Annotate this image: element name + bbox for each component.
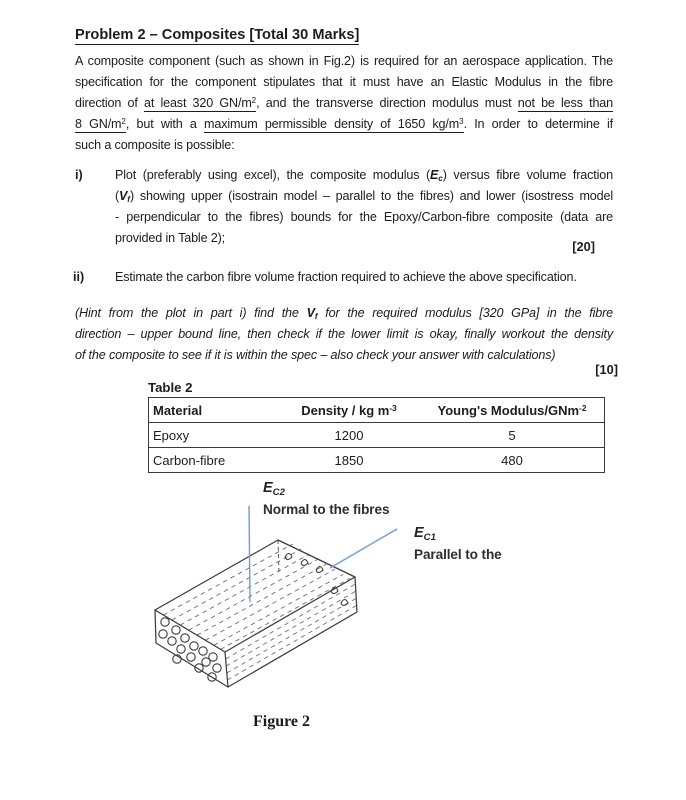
- fibre-end-loops: [285, 554, 348, 606]
- table-cell: Epoxy: [153, 427, 190, 443]
- text-line: (Vf) showing upper (isostrain model – parallel to the fibres) and lower (isostress model: [115, 189, 613, 204]
- text-line: 8 $GN/m^2$, but with a maximum permissible density of 1650 $kg/m^3$. In order to determine if: [75, 117, 613, 131]
- ec1-axis-caption: Parallel to the: [414, 547, 502, 562]
- text-line: (Hint from the plot in part i) find the Vf for the required modulus [320 GPa] in the fibre: [75, 306, 613, 321]
- text-line: specification for the component stipulates that it must have an Elastic Modulus in the fibre: [75, 75, 613, 89]
- box-edges: [155, 540, 357, 687]
- axis-arrow-ec2: [249, 506, 250, 602]
- table-cell: 1850: [334, 452, 364, 468]
- table-header-density: Density / kg $m^{-3}$: [301, 402, 397, 418]
- table-label: Table 2: [148, 380, 193, 395]
- list-item-ii-label: ii): [73, 270, 85, 284]
- fibre-circles: [159, 618, 221, 681]
- list-item-ii-text: [115, 267, 613, 288]
- table-cell: 1200: [334, 427, 364, 443]
- ec2-axis-label: EC2: [263, 480, 285, 498]
- text-line: Plot (preferably using excel), the composite modulus (Ec) versus fibre volume fraction: [115, 168, 613, 183]
- table-row: [149, 447, 604, 472]
- problem-title: Problem 2 – Composites [Total 30 Marks]: [75, 27, 360, 43]
- table-cell: 5: [508, 427, 516, 443]
- table-cell: Carbon-fibre: [153, 452, 226, 468]
- problem-title-wrap: [75, 26, 359, 45]
- text-line: A composite component (such as shown in Fig.2) is required for an aerospace application. The: [75, 54, 613, 68]
- ec2-axis-caption: Normal to the fibres: [263, 502, 390, 517]
- text-line: Estimate the carbon fibre volume fraction required to achieve the above specification.: [115, 270, 577, 284]
- table-row: [149, 422, 604, 447]
- figure-caption: Figure 2: [253, 713, 311, 730]
- list-item-i-text: [115, 165, 613, 249]
- figure-2-sketch: [145, 495, 410, 710]
- table-cell: 480: [501, 452, 523, 468]
- text-line: provided in Table 2);: [115, 231, 226, 245]
- axis-arrow-ec1: [330, 529, 397, 568]
- text-line: direction of at least 320 $GN/m^2$, and the transverse direction modulus must not be less than: [75, 96, 614, 110]
- materials-table: [148, 397, 605, 473]
- marks-20: [20]: [572, 239, 595, 254]
- marks-10: [10]: [595, 362, 618, 377]
- table-header-material: Material: [153, 402, 203, 418]
- table-header-modulus: Young's Modulus/GNm$^{-2}$: [437, 402, 587, 418]
- text-line: - perpendicular to the fibres) bounds for the Epoxy/Carbon-fibre composite (data are: [115, 210, 613, 224]
- text-line: such a composite is possible:: [75, 138, 235, 152]
- ec1-axis-label: EC1: [414, 525, 436, 543]
- text-line: of the composite to see if it is within the spec – also check your answer with calculations): [75, 348, 556, 362]
- fibre-lines-side: [226, 584, 358, 680]
- list-item-i-label: i): [75, 168, 83, 182]
- table-header-row: [149, 398, 604, 422]
- text-line: direction – upper bound line, then check if the lower limit is okay, finally workout the density: [75, 327, 613, 341]
- intro-paragraph: [75, 51, 613, 156]
- hint-paragraph: [75, 303, 613, 366]
- table-body: [149, 422, 604, 472]
- hidden-edge: [278, 540, 279, 574]
